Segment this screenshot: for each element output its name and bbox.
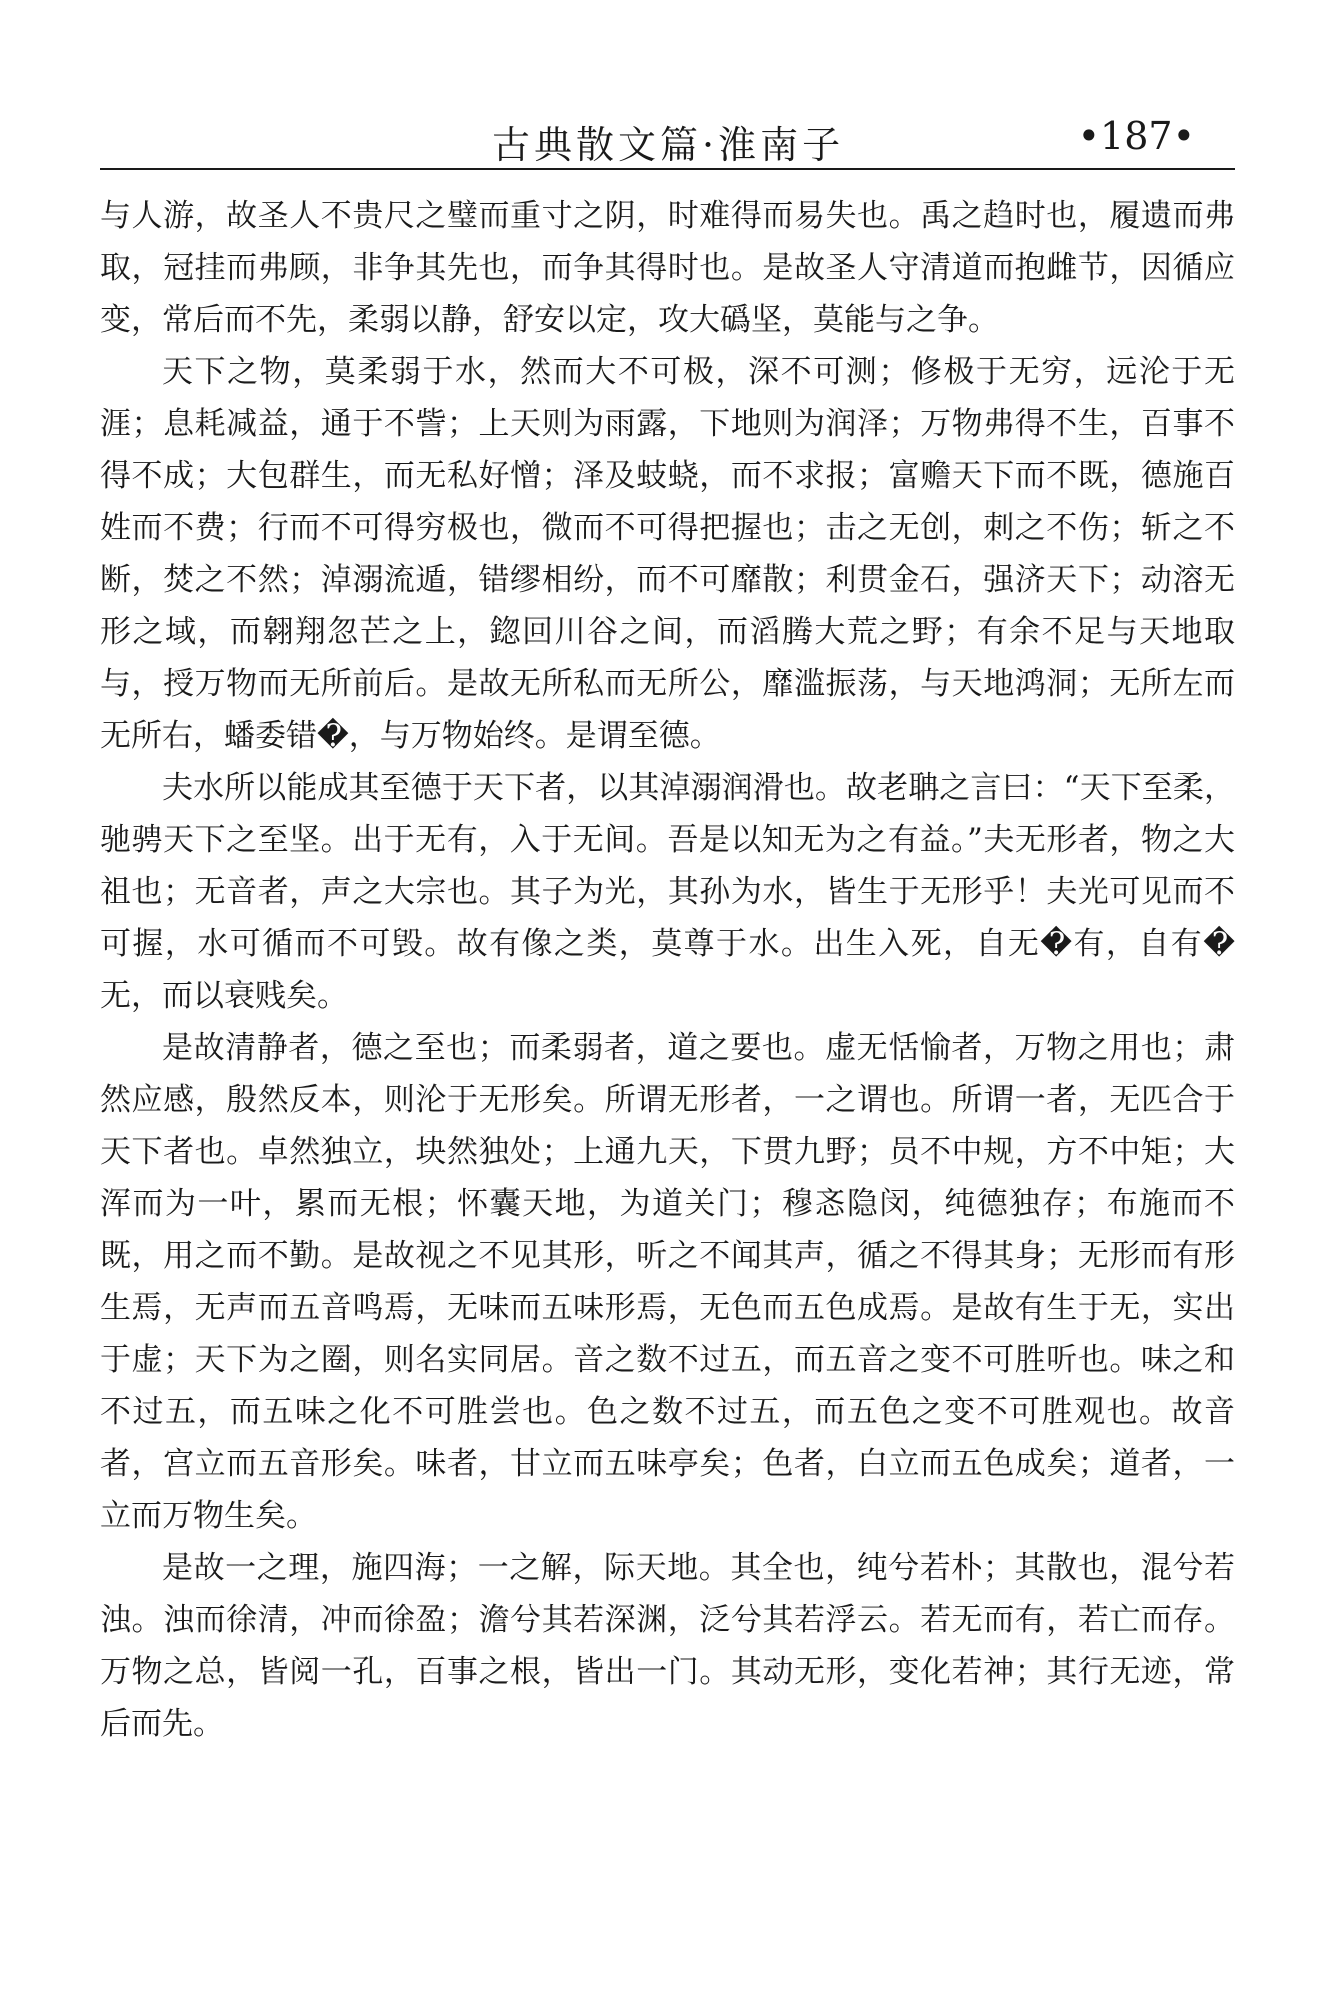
paragraph-continued: 与人游，故圣人不贵尺之璧而重寸之阴，时难得而易失也。禹之趋时也，履遗而弗取，冠挂而弗顾，非争其先也，而争其得时也。是故圣人守清道而抱雌节，因循应变，常后而不先，柔弱以静，舒安以定，攻大䃣坚，莫能与之争。 [100, 198, 1235, 338]
page-number: •187• [1077, 114, 1195, 158]
paragraph: 是故一之理，施四海；一之解，际天地。其全也，纯兮若朴；其散也，混兮若浊。浊而徐清，冲而徐盈；澹兮其若深渊，泛兮其若浮云。若无而有，若亡而存。万物之总，皆阅一孔，百事之根，皆出一门。其动无形，变化若神；其行无迹，常后而先。 [100, 1550, 1235, 1742]
running-header [100, 100, 1235, 170]
paragraph: 夫水所以能成其至德于天下者，以其淖溺润滑也。故老聃之言曰：“天下至柔，驰骋天下之至坚。出于无有，入于无间。吾是以知无为之有益。”夫无形者，物之大祖也；无音者，声之大宗也。其子为光，其孙为水，皆生于无形乎！夫光可见而不可握，水可循而不可毁。故有像之类，莫尊于水。出生入死，自无�有，自有�无，而以衰贱矣。 [100, 770, 1235, 1014]
header-rule [100, 168, 1235, 170]
paragraph: 是故清静者，德之至也；而柔弱者，道之要也。虚无恬愉者，万物之用也；肃然应感，殷然反本，则沦于无形矣。所谓无形者，一之谓也。所谓一者，无匹合于天下者也。卓然独立，块然独处；上通九天，下贯九野；员不中规，方不中矩；大浑而为一叶，累而无根；怀囊天地，为道关门；穆忞隐闵，纯德独存；布施而不既，用之而不勤。是故视之不见其形，听之不闻其声，循之不得其身；无形而有形生焉，无声而五音鸣焉，无味而五味形焉，无色而五色成焉。是故有生于无，实出于虚；天下为之圈，则名实同居。音之数不过五，而五音之变不可胜听也。味之和不过五，而五味之化不可胜尝也。色之数不过五，而五色之变不可胜观也。故音者，宫立而五音形矣。味者，甘立而五味亭矣；色者，白立而五色成矣；道者，一立而万物生矣。 [100, 1030, 1235, 1534]
header-title: 古典散文篇·淮南子 [492, 123, 845, 167]
paragraph: 天下之物，莫柔弱于水，然而大不可极，深不可测；修极于无穷，远沦于无涯；息耗减益，通于不訾；上天则为雨露，下地则为润泽；万物弗得不生，百事不得不成；大包群生，而无私好憎；泽及蚑蛲，而不求报；富赡天下而不既，德施百姓而不费；行而不可得穷极也，微而不可得把握也；击之无创，刺之不伤；斩之不断，焚之不然；淖溺流遁，错缪相纷，而不可靡散；利贯金石，强济天下；动溶无形之域，而翱翔忽芒之上，鍃回川谷之间，而滔腾大荒之野；有余不足与天地取与，授万物而无所前后。是故无所私而无所公，靡滥振荡，与天地鸿洞；无所左而无所右，蟠委错�，与万物始终。是谓至德。 [100, 354, 1235, 754]
body-text [100, 190, 1235, 1920]
